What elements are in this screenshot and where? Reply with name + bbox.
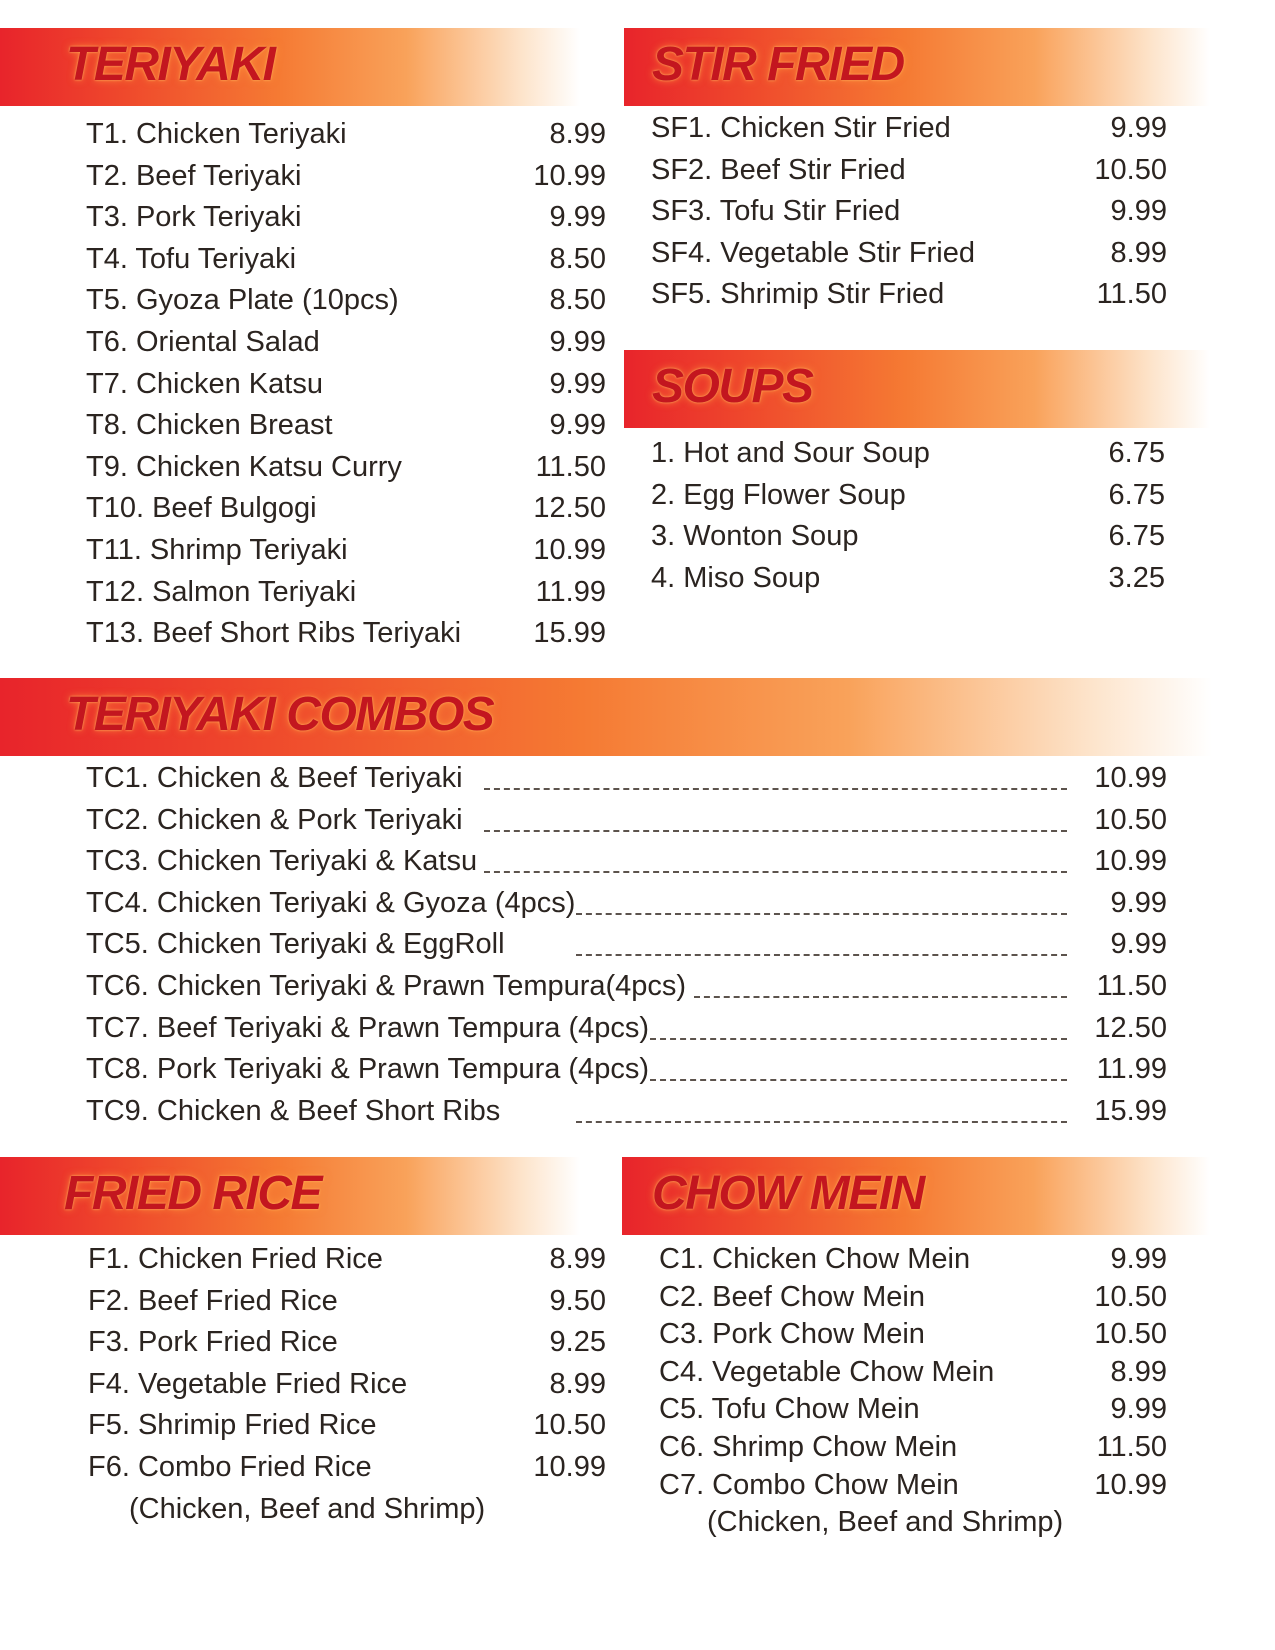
menu-item (86, 118, 606, 160)
item-price: 10.50 (1094, 1318, 1167, 1351)
item-price: 6.75 (1108, 520, 1165, 553)
menu-item (659, 1469, 1167, 1507)
item-name: T9. Chicken Katsu Curry (86, 450, 402, 483)
menu-item (659, 1318, 1167, 1356)
item-price: 8.50 (549, 284, 606, 317)
item-price: 11.50 (1096, 278, 1167, 311)
item-name: 1. Hot and Sour Soup (651, 437, 930, 469)
item-name: TC9. Chicken & Beef Short Ribs (86, 1094, 501, 1127)
item-price: 12.50 (1094, 1011, 1167, 1044)
item-name: SF5. Shrimip Stir Fried (651, 278, 945, 311)
menu-item (88, 1368, 606, 1410)
menu-item (651, 520, 1165, 562)
item-name: T13. Beef Short Ribs Teriyaki (86, 617, 462, 650)
item-name: SF1. Chicken Stir Fried (651, 112, 951, 144)
menu-item (651, 278, 1167, 320)
item-price: 10.50 (1094, 1280, 1167, 1313)
menu-item (86, 326, 606, 368)
item-name: 2. Egg Flower Soup (651, 478, 906, 511)
stir-fried-list (651, 112, 1167, 320)
item-name: T5. Gyoza Plate (10pcs) (86, 284, 399, 317)
menu-item (86, 762, 1167, 804)
item-note: (Chicken, Beef and Shrimp) (129, 1492, 486, 1525)
menu-item (651, 195, 1167, 237)
item-price: 9.99 (1110, 1243, 1167, 1275)
item-name: T12. Salmon Teriyaki (86, 575, 357, 608)
item-price: 11.99 (535, 575, 606, 608)
chow-mein-banner (622, 1157, 1210, 1235)
menu-item (651, 154, 1167, 196)
item-price: 3.25 (1108, 561, 1165, 594)
item-name: C4. Vegetable Chow Mein (659, 1355, 995, 1388)
menu-item (88, 1285, 606, 1327)
dotted-leader (694, 996, 1067, 998)
item-price: 9.50 (549, 1284, 606, 1317)
item-price: 10.99 (1094, 762, 1167, 794)
item-name: F5. Shrimip Fried Rice (88, 1409, 377, 1442)
fried-rice-list (88, 1243, 606, 1534)
item-name: TC8. Pork Teriyaki & Prawn Tempura (4pcs) (86, 1053, 650, 1086)
item-price: 10.99 (533, 1450, 606, 1483)
menu-item (86, 576, 606, 618)
item-price: 12.50 (533, 492, 606, 525)
menu-item (659, 1431, 1167, 1469)
menu-item (86, 845, 1167, 887)
item-note: (Chicken, Beef and Shrimp) (707, 1506, 1064, 1539)
chow-mein-heading: CHOW MEIN (652, 1167, 924, 1220)
item-price: 11.50 (535, 450, 606, 483)
menu-item (86, 534, 606, 576)
item-price: 10.50 (1094, 803, 1167, 836)
item-name: C1. Chicken Chow Mein (659, 1243, 971, 1275)
item-name: T8. Chicken Breast (86, 409, 333, 442)
menu-item (659, 1393, 1167, 1431)
menu-item (88, 1243, 606, 1285)
item-name: T10. Beef Bulgogi (86, 492, 317, 525)
soups-heading: SOUPS (652, 360, 813, 413)
menu-item (86, 804, 1167, 846)
item-name: TC6. Chicken Teriyaki & Prawn Tempura(4pcs) (86, 969, 687, 1002)
item-name: F3. Pork Fried Rice (88, 1326, 338, 1359)
soups-banner (624, 350, 1210, 428)
item-name: T6. Oriental Salad (86, 325, 320, 358)
item-price: 11.99 (1096, 1053, 1167, 1086)
chow-mein-list (659, 1243, 1167, 1544)
menu-item (88, 1326, 606, 1368)
teriyaki-list (86, 118, 606, 659)
item-name: SF3. Tofu Stir Fried (651, 195, 901, 228)
item-name: T2. Beef Teriyaki (86, 159, 302, 192)
item-price: 9.99 (1110, 1393, 1167, 1426)
teriyaki-banner (0, 28, 580, 106)
menu-item (86, 451, 606, 493)
menu-item (651, 437, 1165, 479)
dotted-leader (484, 830, 1067, 832)
menu-item (86, 1095, 1167, 1137)
menu-item (659, 1281, 1167, 1319)
item-price: 15.99 (1094, 1094, 1167, 1127)
item-price: 9.99 (1110, 886, 1167, 919)
item-name: 3. Wonton Soup (651, 520, 859, 553)
dotted-leader (650, 1038, 1067, 1040)
menu-item (88, 1451, 606, 1493)
item-name: T7. Chicken Katsu (86, 367, 323, 400)
fried-rice-heading: FRIED RICE (64, 1167, 322, 1220)
item-name: T3. Pork Teriyaki (86, 201, 302, 234)
dotted-leader (484, 788, 1067, 790)
item-price: 8.99 (549, 118, 606, 150)
menu-item (86, 617, 606, 659)
item-price: 10.99 (533, 533, 606, 566)
item-name: C7. Combo Chow Mein (659, 1468, 959, 1501)
item-name: TC7. Beef Teriyaki & Prawn Tempura (4pcs) (86, 1011, 650, 1044)
menu-item (651, 562, 1165, 604)
fried-rice-banner (0, 1157, 580, 1235)
item-price: 10.99 (1094, 845, 1167, 878)
item-price: 9.99 (1110, 195, 1167, 228)
item-price: 9.99 (549, 325, 606, 358)
item-name: TC4. Chicken Teriyaki & Gyoza (4pcs) (86, 886, 576, 919)
item-price: 9.25 (549, 1326, 606, 1359)
item-price: 6.75 (1108, 437, 1165, 469)
item-name: F4. Vegetable Fried Rice (88, 1367, 408, 1400)
item-price: 9.99 (549, 409, 606, 442)
item-name: F6. Combo Fried Rice (88, 1450, 372, 1483)
item-name: SF2. Beef Stir Fried (651, 153, 906, 186)
item-name: TC3. Chicken Teriyaki & Katsu (86, 845, 478, 878)
item-name: T1. Chicken Teriyaki (86, 118, 347, 150)
menu-item (86, 970, 1167, 1012)
item-price: 11.50 (1096, 1430, 1167, 1463)
item-price: 10.50 (533, 1409, 606, 1442)
item-name: C3. Pork Chow Mein (659, 1318, 925, 1351)
item-name: C2. Beef Chow Mein (659, 1280, 925, 1313)
item-name: C5. Tofu Chow Mein (659, 1393, 920, 1426)
stir-fried-banner (624, 28, 1210, 106)
teriyaki-combos-list (86, 762, 1167, 1136)
menu-item (86, 1012, 1167, 1054)
item-price: 10.50 (1094, 153, 1167, 186)
menu-item (86, 368, 606, 410)
item-name: TC5. Chicken Teriyaki & EggRoll (86, 928, 505, 961)
item-price: 8.99 (1110, 236, 1167, 269)
menu-item (86, 243, 606, 285)
menu-item (86, 284, 606, 326)
dotted-leader (576, 913, 1067, 915)
item-price: 9.99 (1110, 112, 1167, 144)
teriyaki-combos-heading: TERIYAKI COMBOS (66, 688, 494, 741)
item-price: 8.99 (1110, 1355, 1167, 1388)
menu-item (86, 887, 1167, 929)
dotted-leader (576, 1121, 1067, 1123)
item-name: TC1. Chicken & Beef Teriyaki (86, 762, 463, 794)
menu-item (86, 492, 606, 534)
item-price: 9.99 (1110, 928, 1167, 961)
item-price: 8.99 (549, 1367, 606, 1400)
item-name: 4. Miso Soup (651, 561, 821, 594)
teriyaki-combos-banner (0, 678, 1212, 756)
item-price: 11.50 (1096, 969, 1167, 1002)
soups-list (651, 437, 1165, 603)
menu-item (86, 409, 606, 451)
menu-item (86, 160, 606, 202)
menu-item (659, 1356, 1167, 1394)
menu-item (651, 112, 1167, 154)
item-price: 6.75 (1108, 478, 1165, 511)
item-price: 8.50 (549, 242, 606, 275)
item-name: TC2. Chicken & Pork Teriyaki (86, 803, 463, 836)
item-price: 10.99 (533, 159, 606, 192)
dotted-leader (484, 871, 1067, 873)
menu-item (659, 1243, 1167, 1281)
item-name: T4. Tofu Teriyaki (86, 242, 297, 275)
item-price: 9.99 (549, 367, 606, 400)
stir-fried-heading: STIR FRIED (652, 38, 904, 91)
item-name: F1. Chicken Fried Rice (88, 1243, 383, 1275)
item-price: 9.99 (549, 201, 606, 234)
menu-item (88, 1409, 606, 1451)
item-name: SF4. Vegetable Stir Fried (651, 236, 975, 269)
item-price: 15.99 (533, 617, 606, 650)
item-name: T11. Shrimp Teriyaki (86, 533, 348, 566)
menu-item (651, 479, 1165, 521)
item-price: 10.99 (1094, 1468, 1167, 1501)
teriyaki-heading: TERIYAKI (66, 38, 275, 91)
dotted-leader (650, 1079, 1067, 1081)
item-name: C6. Shrimp Chow Mein (659, 1430, 958, 1463)
menu-item (86, 928, 1167, 970)
menu-item (86, 201, 606, 243)
item-name: F2. Beef Fried Rice (88, 1284, 338, 1317)
menu-item (86, 1053, 1167, 1095)
dotted-leader (576, 954, 1067, 956)
menu-item (651, 237, 1167, 279)
item-price: 8.99 (549, 1243, 606, 1275)
